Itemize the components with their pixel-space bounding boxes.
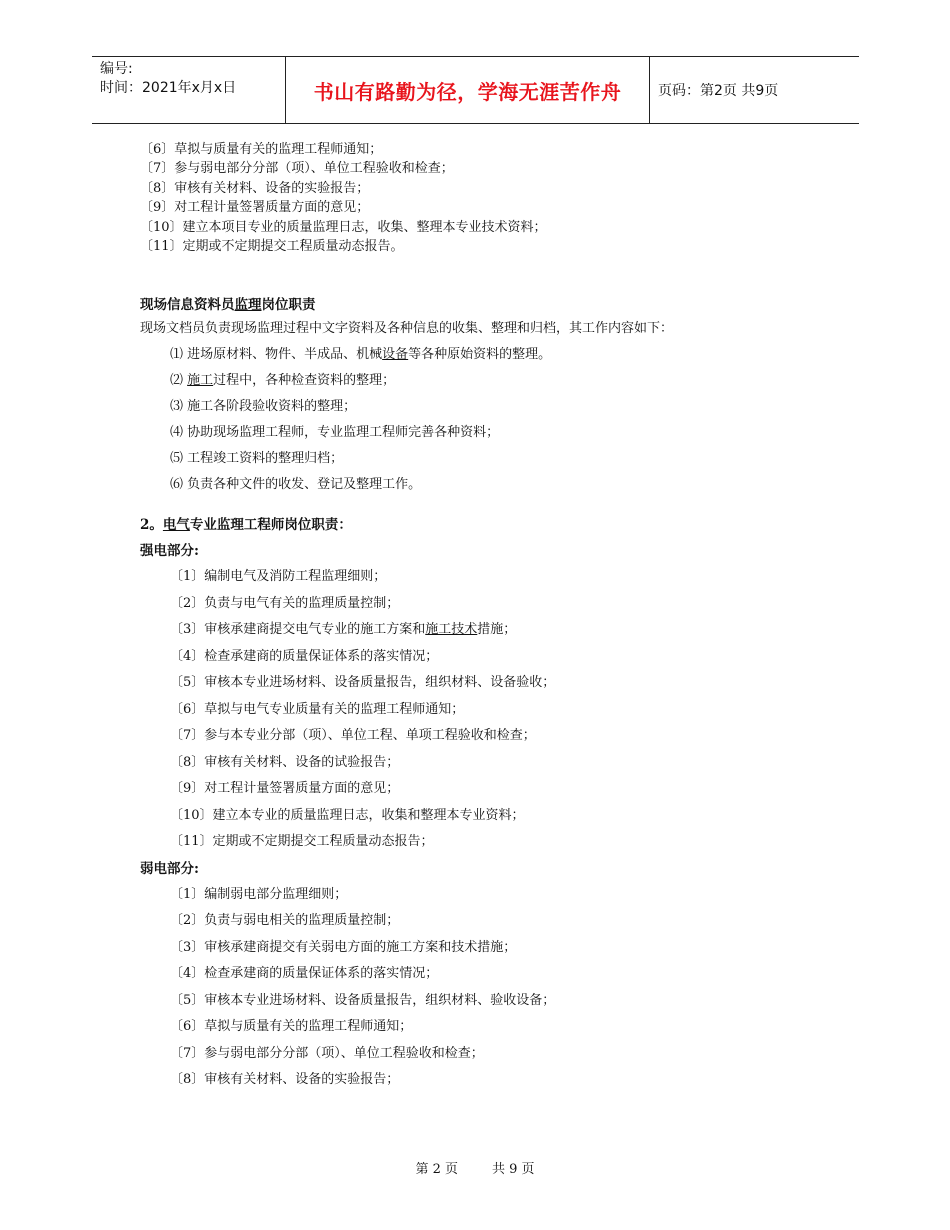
link-equipment[interactable]: 设备: [382, 347, 409, 363]
list-item: 〔4〕检查承建商的质量保证体系的落实情况；: [170, 966, 439, 982]
title-text: 2。: [140, 517, 163, 534]
top-items-list: [140, 140, 860, 256]
item-text: 〔3〕审核承建商提交电气专业的施工方案和: [170, 622, 426, 638]
item-text: ⑵: [170, 373, 188, 389]
page-header: [92, 56, 859, 124]
list-item: 〔6〕草拟与质量有关的监理工程师通知；: [170, 1019, 413, 1035]
info-section-intro: 现场文档员负责现场监理过程中文字资料及各种信息的收集、整理和归档，其工作内容如下：: [140, 321, 674, 337]
list-item: 〔6〕草拟与电气专业质量有关的监理工程师通知；: [170, 701, 465, 717]
list-item: 〔10〕建立本专业的质量监理日志，收集和整理本专业资料；: [170, 807, 525, 823]
list-item: 〔6〕草拟与质量有关的监理工程师通知；: [140, 142, 383, 157]
list-item: [140, 617, 860, 644]
item-text: ⑴ 进场原材料、物件、半成品、机械: [170, 347, 383, 363]
list-item: 〔1〕编制电气及消防工程监理细则；: [170, 569, 387, 585]
list-item: [140, 342, 860, 368]
strong-current-title: 强电部分:: [140, 543, 199, 560]
list-item: 〔9〕对工程计量签署质量方面的意见；: [140, 200, 370, 216]
list-item: 〔3〕审核承建商提交有关弱电方面的施工方案和技术措施；: [170, 939, 517, 955]
link-construction[interactable]: 施工: [187, 373, 214, 389]
list-item: [140, 368, 860, 394]
list-item: 〔10〕建立本项目专业的质量监理日志，收集、整理本专业技术资料；: [140, 219, 547, 235]
weak-items-list: [140, 882, 860, 1094]
list-item: 〔5〕审核本专业进场材料、设备质量报告，组织材料、验收设备；: [170, 992, 556, 1008]
list-item: 〔1〕编制弱电部分监理细则；: [170, 886, 348, 902]
list-item: ⑷ 协助现场监理工程师，专业监理工程师完善各种资料；: [170, 425, 500, 441]
list-item: 〔8〕审核有关材料、设备的实验报告；: [170, 1072, 400, 1088]
link-monitoring[interactable]: 监理: [234, 297, 262, 314]
list-item: 〔4〕检查承建商的质量保证体系的落实情况；: [170, 648, 439, 664]
list-item: 〔8〕审核有关材料、设备的实验报告；: [140, 180, 370, 196]
header-page-info: 页码：第2页 共9页: [658, 83, 779, 99]
list-item: 〔2〕负责与弱电相关的监理质量控制；: [170, 913, 400, 929]
list-item: 〔5〕审核本专业进场材料、设备质量报告，组织材料、设备验收；: [170, 675, 556, 691]
document-time: 时间：2021年x月x日: [100, 80, 237, 96]
link-construction-technology[interactable]: 施工技术: [425, 622, 478, 638]
weak-current-title: 弱电部分:: [140, 860, 199, 877]
strong-items-list: [140, 564, 860, 856]
elec-section-title: [140, 512, 860, 538]
list-item: ⑸ 工程竣工资料的整理归档；: [170, 451, 344, 467]
list-item: 〔7〕参与弱电部分分部（项）、单位工程验收和检查；: [170, 1045, 484, 1061]
footer-page-number: 第 2 页: [415, 1162, 458, 1177]
info-items-list: [140, 342, 860, 498]
list-item: 〔2〕负责与电气有关的监理质量控制；: [170, 595, 400, 611]
link-electrical[interactable]: 电气: [162, 517, 190, 534]
title-text: 岗位职责: [261, 297, 316, 314]
document-number-label: 编号:: [100, 61, 133, 77]
list-item: ⑶ 施工各阶段验收资料的整理；: [170, 399, 357, 415]
footer-page-total: 共 9 页: [492, 1162, 535, 1177]
title-text: 现场信息资料员: [140, 297, 235, 314]
list-item: 〔7〕参与本专业分部（项）、单位工程、单项工程验收和检查；: [170, 728, 536, 744]
list-item: 〔7〕参与弱电部分分部（项）、单位工程验收和检查；: [140, 161, 454, 177]
list-item: ⑹ 负责各种文件的收发、登记及整理工作。: [170, 477, 422, 493]
list-item: 〔11〕定期或不定期提交工程质量动态报告；: [170, 834, 434, 850]
header-motto: 书山有路勤为径，学海无涯苦作舟: [286, 57, 650, 123]
info-section-title: [140, 294, 860, 316]
item-text: 等各种原始资料的整理。: [408, 347, 552, 363]
list-item: 〔8〕审核有关材料、设备的试验报告；: [170, 754, 400, 770]
header-meta: [92, 57, 286, 123]
document-body: [140, 140, 860, 1094]
page-footer: [0, 1158, 950, 1177]
list-item: 〔11〕定期或不定期提交工程质量动态报告。: [140, 239, 404, 255]
item-text: 措施；: [477, 622, 517, 638]
title-text: 专业监理工程师岗位职责：: [189, 517, 352, 534]
item-text: 过程中，各种检查资料的整理；: [213, 373, 396, 389]
list-item: 〔9〕对工程计量签署质量方面的意见；: [170, 781, 400, 797]
